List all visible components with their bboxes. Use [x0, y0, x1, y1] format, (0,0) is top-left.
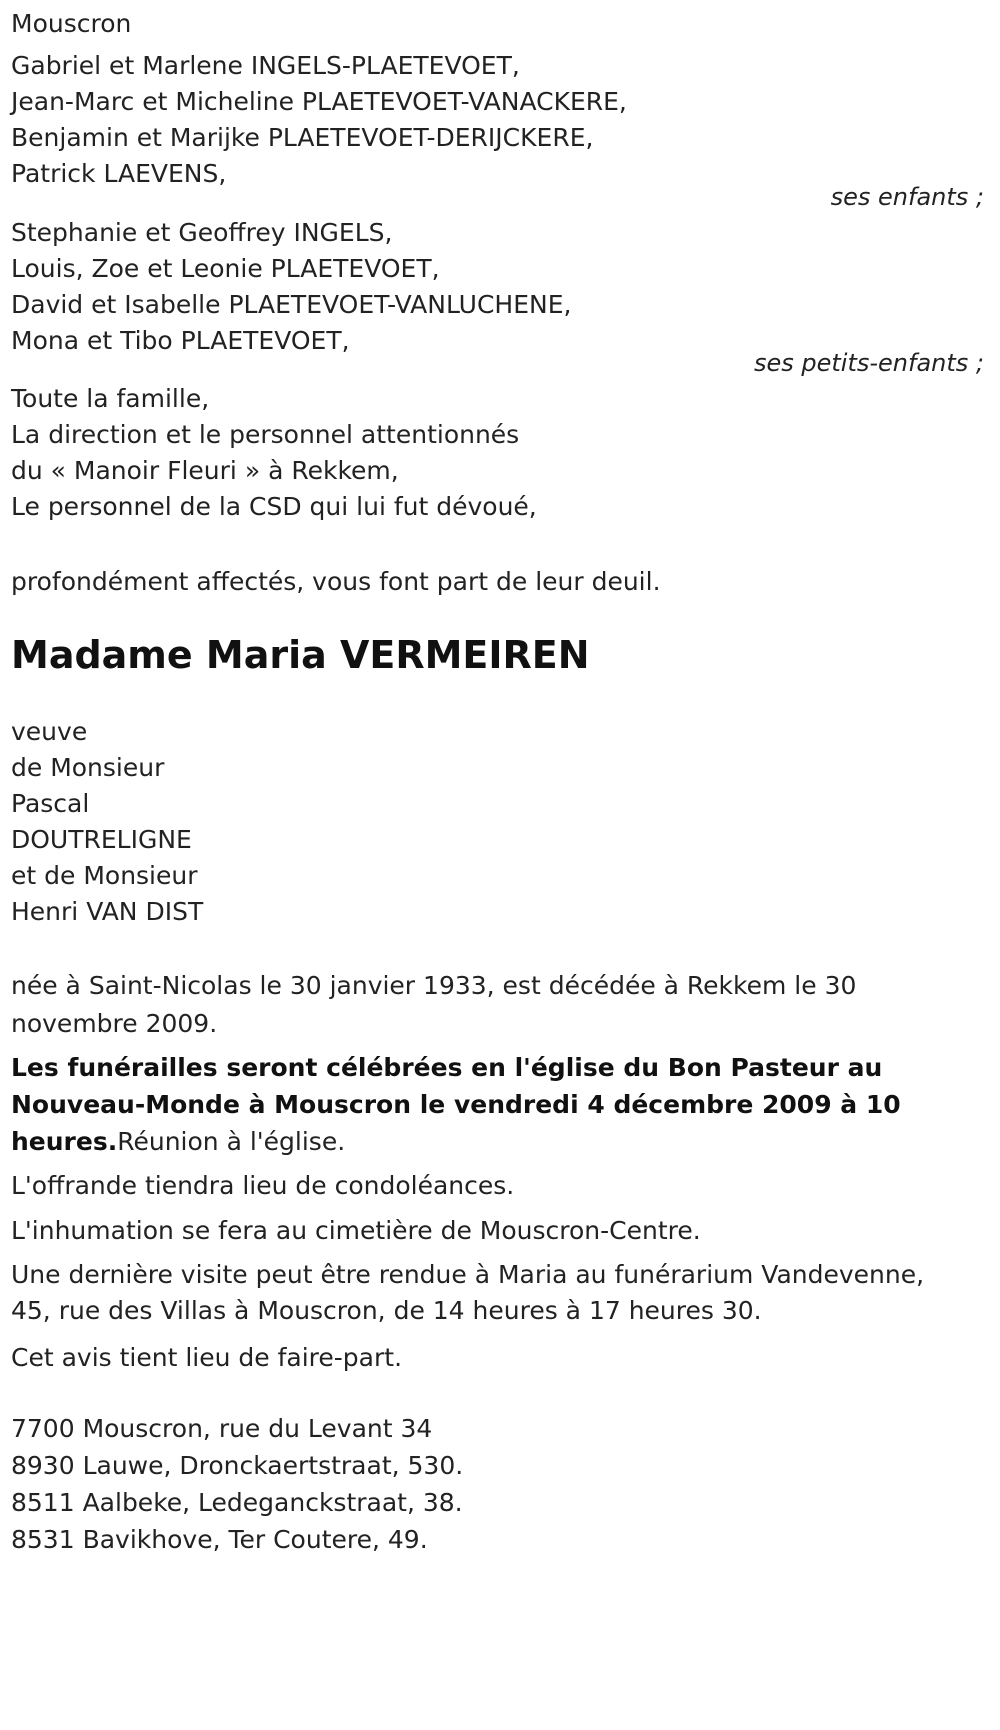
visit-line: 45, rue des Villas à Mouscron, de 14 heures à 17 heures 30. [11, 1296, 762, 1325]
widow-line: Pascal [11, 789, 90, 818]
grandchildren-line: Mona et Tibo PLAETEVOET, [11, 326, 350, 355]
grandchildren-line: Louis, Zoe et Leonie PLAETEVOET, [11, 254, 440, 283]
birth-death-paragraph [11, 967, 856, 1043]
announcement-text: profondément affectés, vous font part de leur deuil. [11, 567, 661, 596]
grandchildren-line: David et Isabelle PLAETEVOET-VANLUCHENE, [11, 290, 572, 319]
widow-line: DOUTRELIGNE [11, 825, 192, 854]
widow-line: de Monsieur [11, 753, 165, 782]
children-relation: ses enfants ; [830, 183, 984, 211]
family-line: Toute la famille, [11, 384, 210, 413]
addresses-block [11, 1410, 463, 1558]
funeral-last-line [11, 1123, 901, 1160]
funeral-line: Nouveau-Monde à Mouscron le vendredi 4 décembre 2009 à 10 [11, 1090, 901, 1119]
grandchildren-block [11, 215, 571, 359]
birth-death-line: née à Saint-Nicolas le 30 janvier 1933, est décédée à Rekkem le 30 [11, 971, 857, 1000]
children-line: Benjamin et Marijke PLAETEVOET-DERIJCKERE, [11, 123, 594, 152]
visit-paragraph [11, 1257, 924, 1329]
grandchildren-relation: ses petits-enfants ; [753, 349, 984, 377]
address-line: 8531 Bavikhove, Ter Coutere, 49. [11, 1525, 428, 1554]
meeting-note: Réunion à l'église. [117, 1127, 346, 1156]
address-line: 7700 Mouscron, rue du Levant 34 [11, 1414, 433, 1443]
widow-of-block [11, 714, 203, 930]
address-line: 8930 Lauwe, Dronckaertstraat, 530. [11, 1451, 464, 1480]
burial-text: L'inhumation se fera au cimetière de Mouscron-Centre. [11, 1216, 701, 1245]
widow-line: veuve [11, 717, 88, 746]
funeral-bold-end: heures. [11, 1127, 118, 1156]
family-line: La direction et le personnel attentionnés [11, 420, 520, 449]
widow-line: Henri VAN DIST [11, 897, 204, 926]
visit-line: Une dernière visite peut être rendue à Maria au funérarium Vandevenne, [11, 1260, 925, 1289]
offering-text: L'offrande tiendra lieu de condoléances. [11, 1171, 515, 1200]
children-line: Gabriel et Marlene INGELS-PLAETEVOET, [11, 51, 520, 80]
widow-line: et de Monsieur [11, 861, 198, 890]
birth-death-line: novembre 2009. [11, 1009, 218, 1038]
grandchildren-line: Stephanie et Geoffrey INGELS, [11, 218, 393, 247]
funeral-line: Les funérailles seront célébrées en l'église du Bon Pasteur au [11, 1053, 883, 1082]
address-line: 8511 Aalbeke, Ledeganckstraat, 38. [11, 1488, 463, 1517]
children-line: Jean-Marc et Micheline PLAETEVOET-VANACKERE, [11, 87, 627, 116]
location-header: Mouscron [11, 9, 132, 38]
children-block [11, 48, 627, 192]
notice-text: Cet avis tient lieu de faire-part. [11, 1343, 403, 1372]
family-line: du « Manoir Fleuri » à Rekkem, [11, 456, 399, 485]
family-others-block [11, 381, 537, 525]
funeral-paragraph [11, 1049, 901, 1160]
children-line: Patrick LAEVENS, [11, 159, 227, 188]
family-line: Le personnel de la CSD qui lui fut dévoué, [11, 492, 537, 521]
deceased-name: Madame Maria VERMEIREN [11, 633, 590, 677]
